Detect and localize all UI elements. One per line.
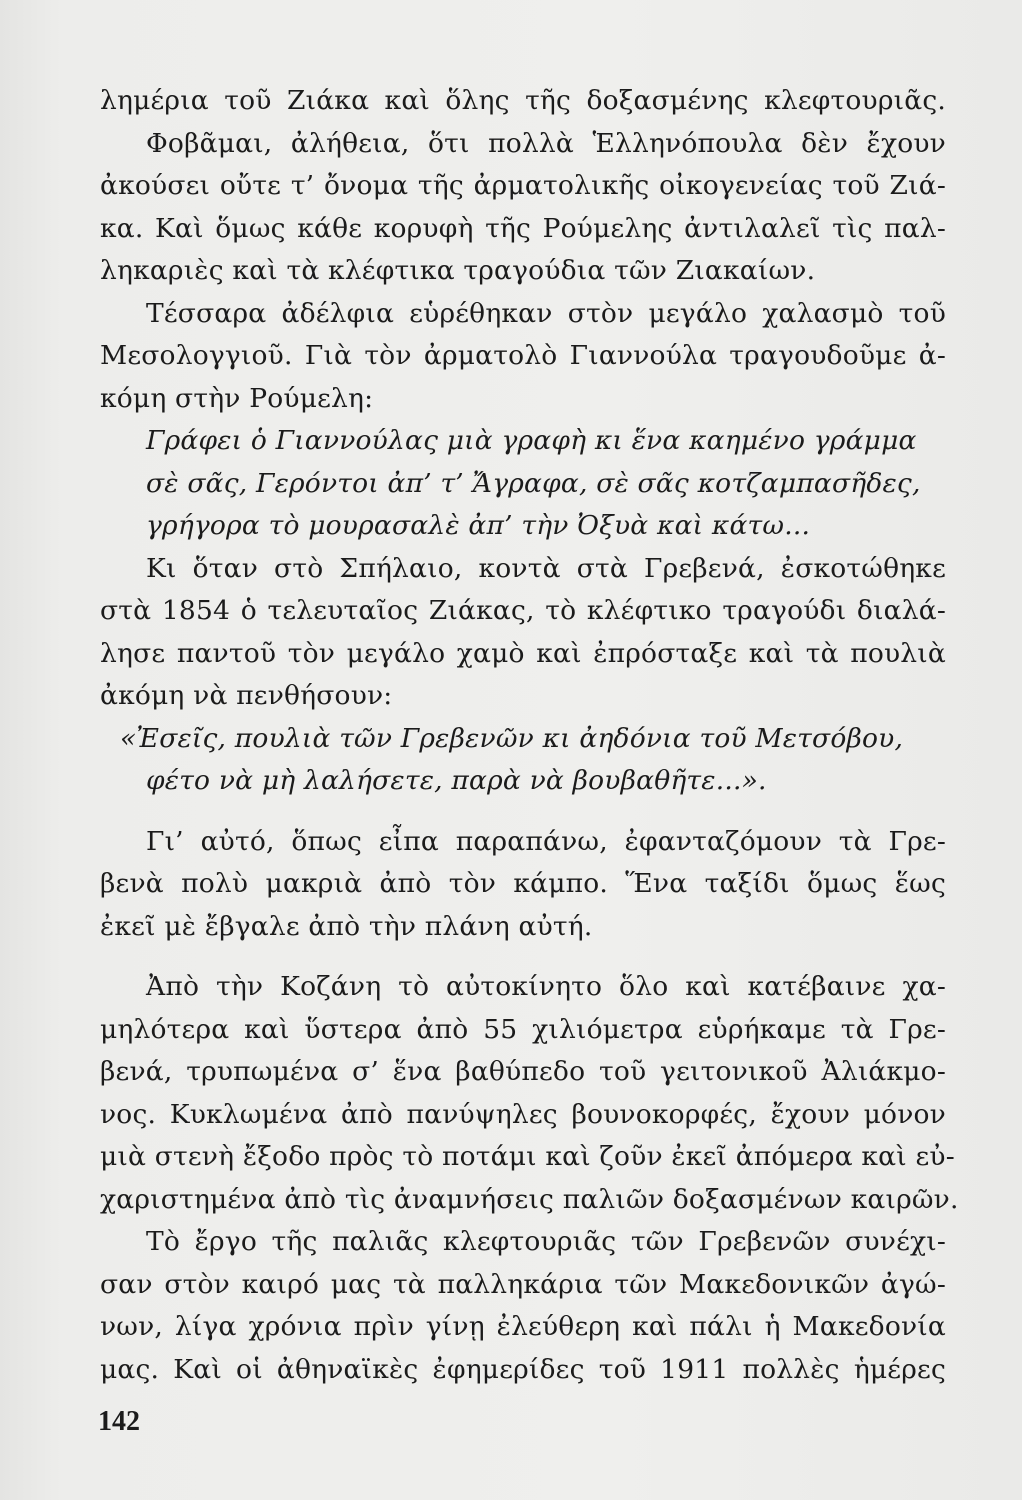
text-line: λημέρια τοῦ Ζιάκα καὶ ὅλης τῆς δοξασμένης κλεφτουριᾶς. <box>100 85 946 116</box>
text-line: κα. Καὶ ὅμως κάθε κορυφὴ τῆς Ρούμελης ἀντιλαλεῖ τὶς παλ- <box>100 212 946 244</box>
text-line: Μεσολογγιοῦ. Γιὰ τὸν ἀρματολὸ Γιαννούλα τραγουδοῦμε ἀ- <box>100 340 946 371</box>
text-line: σαν στὸν καιρό μας τὰ παλληκάρια τῶν Μακεδονικῶν ἀγώ- <box>100 1268 946 1300</box>
text-line: Φοβᾶμαι, ἀλήθεια, ὅτι πολλὰ Ἑλληνόπουλα δὲν ἔχουν <box>146 127 946 159</box>
body-text <box>100 80 959 1391</box>
verse-line: γρήγορα τὸ μουρασαλὲ ἀπ’ τὴν Ὀξυὰ καὶ κάτω... <box>146 510 811 541</box>
text-line: ἀκούσει οὔτε τ’ ὄνομα τῆς ἀρματολικῆς οἰκογενείας τοῦ Ζιά- <box>100 170 946 201</box>
text-line: ἀκόμη νὰ πενθήσουν: <box>100 680 393 711</box>
verse-line: σὲ σᾶς, Γερόντοι ἀπ’ τ’ Ἄγραφα, σὲ σᾶς κοτζαμπασῆδες, <box>146 467 921 499</box>
text-line: μας. Καὶ οἱ ἀθηναϊκὲς ἐφημερίδες τοῦ 1911 πολλὲς ἡμέρες <box>100 1353 946 1385</box>
verse-line: «Ἐσεῖς, πουλιὰ τῶν Γρεβενῶν κι ἀηδόνια τοῦ Μετσόβου, <box>120 722 904 754</box>
page-number: 142 <box>98 1406 140 1437</box>
text-line: Ἀπὸ τὴν Κοζάνη τὸ αὐτοκίνητο ὅλο καὶ κατέβαινε χα- <box>146 971 946 1002</box>
text-line: ληκαριὲς καὶ τὰ κλέφτικα τραγούδια τῶν Ζιακαίων. <box>100 255 816 286</box>
text-line: νων, λίγα χρόνια πρὶν γίνῃ ἐλεύθερη καὶ πάλι ἡ Μακεδονία <box>100 1311 946 1342</box>
text-line: Γι’ αὐτό, ὅπως εἶπα παραπάνω, ἐφανταζόμουν τὰ Γρε- <box>146 825 946 857</box>
text-line: μιὰ στενὴ ἔξοδο πρὸς τὸ ποτάμι καὶ ζοῦν ἐκεῖ ἀπόμερα καὶ εὐ- <box>100 1141 955 1172</box>
text-line: βενὰ πολὺ μακριὰ ἀπὸ τὸν κάμπο. Ἕνα ταξίδι ὅμως ἕως <box>100 868 946 899</box>
text-line: λησε παντοῦ τὸν μεγάλο χαμὸ καὶ ἐπρόσταξε καὶ τὰ πουλιὰ <box>100 637 946 669</box>
text-line: ἐκεῖ μὲ ἔβγαλε ἀπὸ τὴν πλάνη αὐτή. <box>100 910 593 942</box>
text-line: Τὸ ἔργο τῆς παλιᾶς κλεφτουριᾶς τῶν Γρεβενῶν συνέχι- <box>146 1226 946 1257</box>
text-line: μηλότερα καὶ ὕστερα ἀπὸ 55 χιλιόμετρα εὑρήκαμε τὰ Γρε- <box>100 1013 946 1045</box>
verse-line: Γράφει ὁ Γιαννούλας μιὰ γραφὴ κι ἕνα καημένο γράμμα <box>146 425 917 456</box>
text-line: χαριστημένα ἀπὸ τὶς ἀναμνήσεις παλιῶν δοξασμένων καιρῶν. <box>100 1183 959 1215</box>
text-line: Τέσσαρα ἀδέλφια εὑρέθηκαν στὸν μεγάλο χαλασμὸ τοῦ <box>146 297 946 329</box>
verse-line: φέτο νὰ μὴ λαλήσετε, παρὰ νὰ βουβαθῆτε...». <box>146 765 767 796</box>
text-line: στὰ 1854 ὁ τελευταῖος Ζιάκας, τὸ κλέφτικο τραγούδι διαλά- <box>100 595 946 626</box>
text-line: κόμη στὴν Ρούμελη: <box>100 382 374 414</box>
text-line: βενά, τρυπωμένα σ’ ἕνα βαθύπεδο τοῦ γειτονικοῦ Ἀλιάκμο- <box>100 1056 946 1087</box>
text-line: Κι ὅταν στὸ Σπήλαιο, κοντὰ στὰ Γρεβενά, ἐσκοτώθηκε <box>146 552 946 584</box>
text-line: νος. Κυκλωμένα ἀπὸ πανύψηλες βουνοκορφές, ἔχουν μόνον <box>100 1098 946 1130</box>
